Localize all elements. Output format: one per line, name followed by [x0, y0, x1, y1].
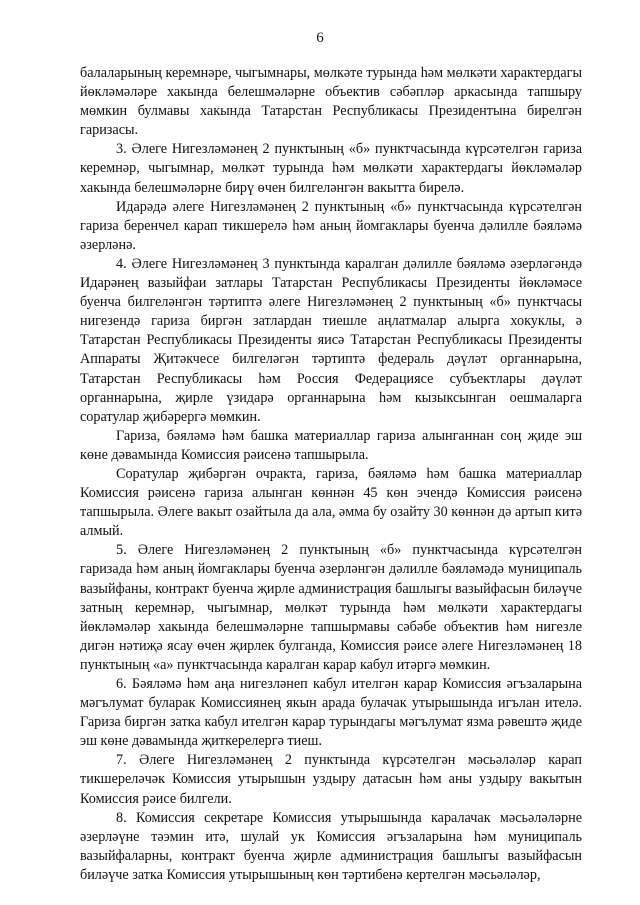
paragraph-4-transfer: Гариза, бәяләмә һәм башка материаллар гариза алынганнан соң җиде эш көне дәвамында Комиссия рәисенә тапшырыла.	[80, 427, 582, 463]
paragraph-5: 5. Әлеге Нигезләмәнең 2 пунктының «б» пунктчасында күрсәтелгән гаризада һәм аның йомгаклары буенча әзерләнгән дәлилле бәяләмәдә муниципаль вазыйфаны, контракт буенча җирле администрация башлыгы вазыйфасын биләүче затның керемнәр, чыгымнар, мөлкәт турында һәм мөлкәти характердагы йөкләмәләр хакында белешмәләрне тапшырмавы сәбәбе объектив һәм нигезле дигән нәтиҗә ясау өчен җирлек булганда, Комиссия рәисе әлеге Нигезләмәнең 18 пунктының «а» пунктчасында каралган карар кабул итәргә мөмкин.	[80, 542, 582, 673]
paragraph-4: 4. Әлеге Нигезләмәнең 3 пунктында каралган дәлилле бәяләмә әзерләгәндә Идарәнең вазыйфаи затлары Татарстан Республикасы Президенты йөкләмәсе буенча билгеләнгән тәртиптә әлеге Нигезләмәнең 2 пунктының «б» пунктчасы нигезендә гариза биргән затлардан тиешле аңлатмалар алырга хокуклы, ә Татарстан Республикасы Президенты яисә Татарстан Республикасы Президенты Аппараты Җитәкчесе билгеләгән тәртиптә федераль дәүләт органнарына, Татарстан Республикасы һәм Россия Федерациясе субъектлары дәүләт органнарына, җирле үзидарә органнарына һәм кызыксынган оешмаларга соратулар җибәрергә мөмкин.	[80, 255, 582, 425]
paragraph-3: 3. Әлеге Нигезләмәнең 2 пунктының «б» пунктчасында күрсәтелгән гариза керемнәр, чыгымнар, мөлкәт турында һәм мөлкәти характердагы йөкләмәләр хакында белешмәләрне бирү өчен билгеләнгән вакытта бирелә.	[80, 141, 582, 196]
page-number: 6	[316, 30, 324, 46]
paragraph-6: 6. Бәяләмә һәм аңа нигезләнеп кабул ителгән карар Комиссия әгъзаларына мәгълумат буларак Комиссиянең якын арада булачак утырышында игълан ителә. Гариза биргән затка кабул ителгән карар турындагы мәгълумат язма рәвештә җиде эш көне дәвамында җиткерелергә тиеш.	[80, 676, 582, 750]
paragraph-8: 8. Комиссия секретаре Комиссия утырышында каралачак мәсьәләләрне әзерләүне тәэмин итә, шулай ук Комиссия әгъзаларына һәм муниципаль вазыйфаларны, контракт буенча җирле администрация башлыгы вазыйфасын биләүче затка Комиссия утырышының көн тәртибенә кертелгән мәсьәләләр,	[80, 809, 582, 883]
paragraph-continued: балаларының керемнәре, чыгымнары, мөлкәте турында һәм мөлкәти характердагы йөкләмәләре хакында белешмәләрне объектив сәбәпләр аркасында тапшыру мөмкин булмавы хакында Татарстан Республикасы Президентына бирелгән гаризасы.	[80, 65, 582, 139]
paragraph-4-requests: Соратулар җибәргән очракта, гариза, бәяләмә һәм башка материаллар Комиссия рәисенә гариза алынган көннән 45 көн эчендә Комиссия рәисенә тапшырыла. Әлеге вакыт озайтыла да ала, әмма бу озайту 30 көннән дә артып китә алмый.	[80, 465, 582, 540]
paragraph-7: 7. Әлеге Нигезләмәнең 2 пунктында күрсәтелгән мәсьәләләр карап тикшереләчәк Комиссия утырышын уздыру датасын һәм аны уздыру вакытын Комиссия рәисе билгели.	[80, 752, 582, 807]
document-body	[80, 64, 582, 885]
paragraph-3-review: Идарәдә әлеге Нигезләмәнең 2 пунктының «б» пунктчасында күрсәтелгән гариза беренчел карап тикшерелә һәм аның йомгаклары буенча дәлилле бәяләмә әзерләнә.	[80, 198, 582, 253]
